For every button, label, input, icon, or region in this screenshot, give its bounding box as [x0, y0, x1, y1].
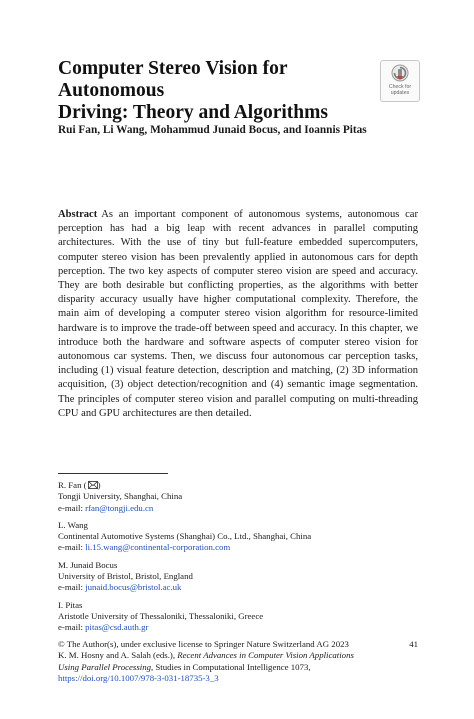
series-info: , Studies in Computational Intelligence 1073,	[151, 661, 311, 672]
author-list: Rui Fan, Li Wang, Mohammud Junaid Bocus, and Ioannis Pitas	[58, 124, 367, 136]
citation-line-2	[58, 662, 418, 673]
title-line-2: Driving: Theory and Algorithms	[58, 102, 328, 123]
affiliation-wang	[58, 520, 428, 554]
email-line: e-mail: junaid.bocus@bristol.ac.uk	[58, 582, 182, 593]
institution: Continental Automotive Systems (Shanghai) Co., Ltd., Shanghai, China	[58, 531, 312, 542]
badge-line-2: updates	[390, 90, 410, 96]
email-line: e-mail: rfan@tongji.edu.cn	[58, 502, 154, 513]
citation-line-3	[58, 673, 418, 684]
email-link[interactable]: rfan@tongji.edu.cn	[85, 502, 154, 513]
email-line: e-mail: li.15.wang@continental-corporation.com	[58, 542, 231, 553]
affiliation-bocus	[58, 560, 428, 594]
badge-text	[381, 84, 419, 96]
institution: Aristotle University of Thessaloniki, Thessaloniki, Greece	[58, 610, 264, 621]
title-line-1: Computer Stereo Vision for Autonomous	[58, 58, 288, 101]
abstract-label: Abstract	[58, 209, 98, 220]
check-for-updates-badge[interactable]	[380, 60, 420, 102]
email-link[interactable]: pitas@csd.auth.gr	[85, 622, 149, 633]
abstract-text: As an important component of autonomous systems, autonomous car perception has had a big leap with recent advances in parallel computing architectures. With the use of tiny but full-feature embedded supercomputers, computer stereo vision has been prevalently applied in autonomous cars for depth perception. The two key aspects of computer stereo vision are speed and accuracy. They are both desirable but conflicting properties, as the algorithms with better disparity accuracy usually have higher computational complexity. Therefore, the main aim of developing a computer stereo vision algorithm for resource-limited hardware is to improve the trade-off between speed and accuracy. In this chapter, we introduce both the hardware and software aspects of computer stereo vision for autonomous car systems. Then, we discuss four autonomous car perception tasks, including (1) visual feature detection, description and matching, (2) 3D information acquisition, (3) object detection/recognition and (4) semantic image segmentation. The principles of computer stereo vision and parallel computing on multi-threading CPU and GPU architectures are then detailed.	[58, 209, 418, 419]
badge-line-1: Check for	[388, 84, 412, 90]
email-link[interactable]: junaid.bocus@bristol.ac.uk	[85, 582, 182, 593]
abstract	[58, 208, 418, 421]
author-name: M. Junaid Bocus	[58, 559, 118, 570]
doi-link[interactable]: https://doi.org/10.1007/978-3-031-18735-3_3	[58, 672, 219, 683]
email-link[interactable]: li.15.wang@continental-corporation.com	[85, 542, 231, 553]
citation-line-1: K. M. Hosny and A. Salah (eds.), Recent Advances in Computer Vision Applications	[58, 650, 354, 661]
book-title-cont: Using Parallel Processing	[58, 661, 152, 672]
footnote-divider	[58, 473, 168, 474]
copyright-line: © The Author(s), under exclusive license to Springer Nature Switzerland AG 2023	[58, 639, 349, 649]
citation-block	[58, 639, 418, 684]
email-line: e-mail: pitas@csd.auth.gr	[58, 622, 149, 633]
envelope-icon[interactable]	[88, 481, 98, 489]
institution: Tongji University, Shanghai, China	[58, 491, 183, 502]
check-for-updates-icon	[391, 64, 409, 83]
page-number: 41	[409, 639, 418, 649]
paper-title	[58, 58, 368, 124]
affiliations	[58, 480, 428, 640]
institution: University of Bristol, Bristol, England	[58, 571, 193, 582]
affiliation-pitas	[58, 600, 428, 634]
affiliation-fan	[58, 480, 428, 514]
author-name: R. Fan ( )	[58, 480, 101, 490]
author-name: I. Pitas	[58, 599, 83, 610]
book-title: Recent Advances in Computer Vision Applications	[177, 650, 354, 661]
author-name: L. Wang	[58, 519, 88, 530]
